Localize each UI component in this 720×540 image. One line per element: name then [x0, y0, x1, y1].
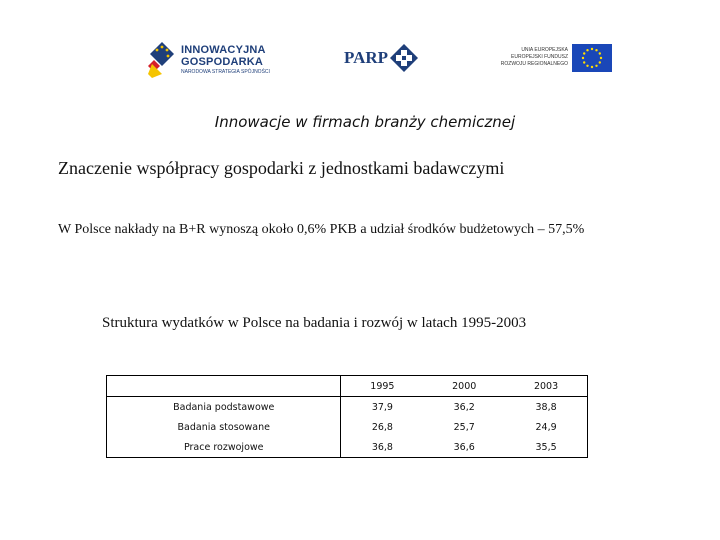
intro-paragraph: W Polsce nakłady na B+R wynoszą około 0,6% PKB a udział środków budżetowych – 57,5%: [58, 222, 585, 237]
parp-mark-icon: [390, 44, 418, 72]
innowacyjna-gospodarka-mark-icon: [148, 40, 176, 78]
table-cell: 38,8: [535, 401, 557, 413]
slide-heading: Znaczenie współpracy gospodarki z jednostkami badawczymi: [58, 158, 505, 178]
parp-logo-word: PARP: [344, 48, 389, 67]
table-cell: 25,7: [453, 421, 475, 433]
eu-logo-line1: UNIA EUROPEJSKA: [521, 47, 568, 53]
table-caption: Struktura wydatków w Polsce na badania i rozwój w latach 1995-2003: [102, 315, 527, 331]
ig-logo-line3: NARODOWA STRATEGIA SPÓJNOŚCI: [181, 69, 270, 75]
table-cell: 37,9: [371, 401, 393, 413]
rd-expenditure-table: [106, 375, 588, 458]
table-cell: 35,5: [535, 441, 557, 453]
table-cell: 36,8: [371, 441, 393, 453]
eu-logo: [498, 44, 612, 76]
table-header-cell: 1995: [341, 376, 423, 397]
ig-logo-line2: GOSPODARKA: [181, 56, 264, 68]
table-header-cell: 2000: [423, 376, 505, 397]
table-row-label: Badania stosowane: [107, 417, 341, 437]
table-row: [107, 417, 588, 437]
table-row-label: Prace rozwojowe: [107, 437, 341, 458]
slide-subtitle: Innowacje w firmach branży chemicznej: [214, 113, 516, 131]
table-cell: 24,9: [535, 421, 557, 433]
table-cell: 36,2: [453, 401, 475, 413]
parp-logo: [344, 44, 424, 76]
eu-flag-icon: [572, 44, 612, 72]
table-row: [107, 437, 588, 458]
table-row-label: Badania podstawowe: [107, 397, 341, 418]
eu-logo-text: [501, 47, 568, 68]
ig-logo-line1: INNOWACYJNA: [181, 44, 266, 56]
eu-logo-line2: EUROPEJSKI FUNDUSZ: [511, 54, 568, 60]
eu-logo-line3: ROZWOJU REGIONALNEGO: [500, 61, 568, 67]
table-cell: 26,8: [371, 421, 393, 433]
table-cell: 36,6: [453, 441, 475, 453]
innowacyjna-gospodarka-logo: [148, 40, 288, 80]
table-row: [107, 397, 588, 418]
table-header-cell: [107, 376, 341, 397]
table-header-row: [107, 376, 588, 397]
table-header-cell: 2003: [505, 376, 587, 397]
